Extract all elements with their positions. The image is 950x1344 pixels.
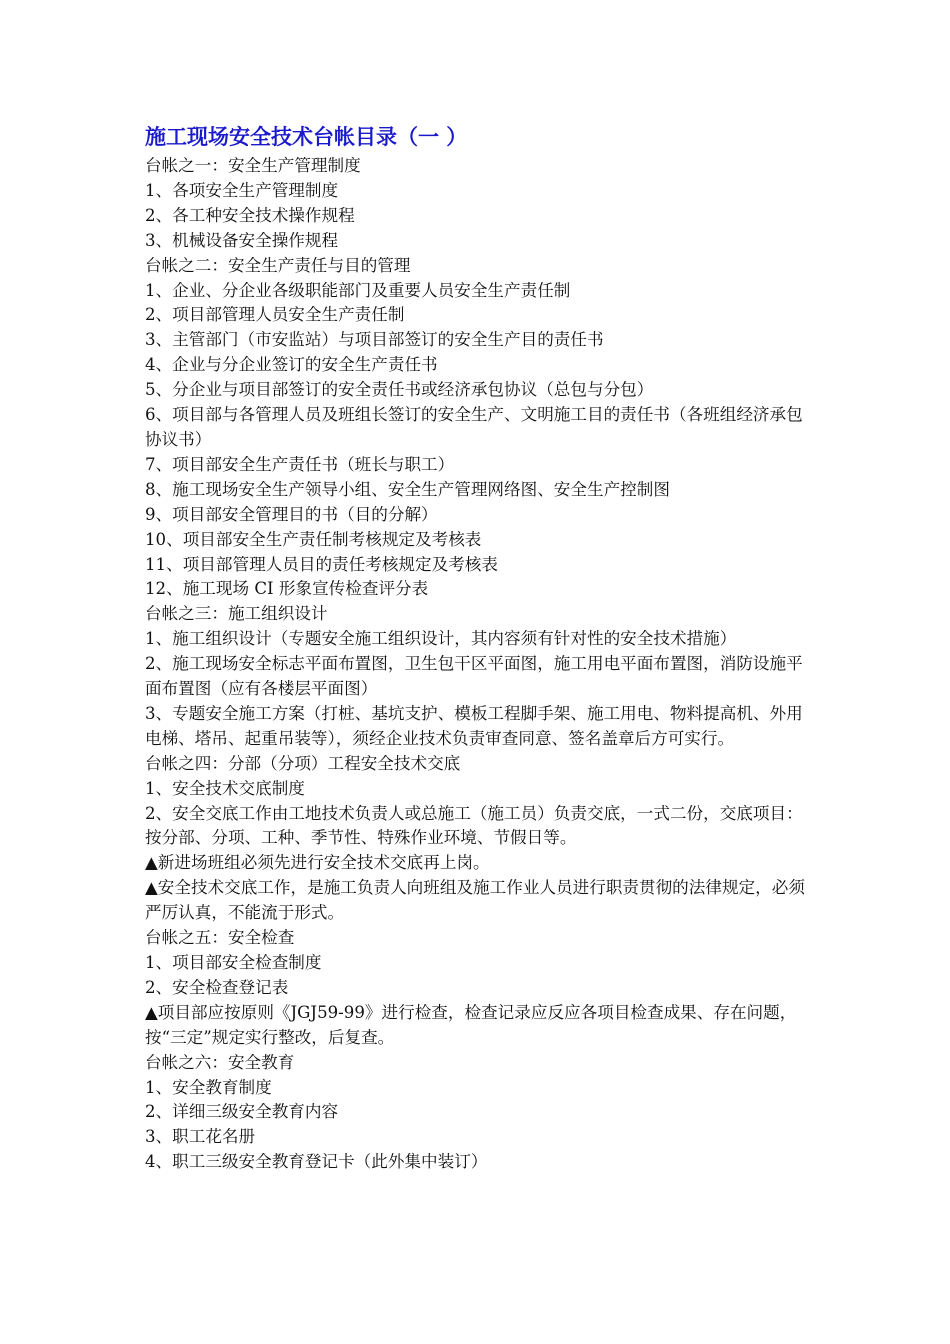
list-item: 10、项目部安全生产责任制考核规定及考核表 bbox=[145, 529, 482, 549]
list-item: 6、项目部与各管理人员及班组长签订的安全生产、文明施工目的责任书（各班组经济承包协议书） bbox=[145, 405, 803, 449]
list-item: 3、机械设备安全操作规程 bbox=[145, 230, 339, 250]
list-item: 1、企业、分企业各级职能部门及重要人员安全生产责任制 bbox=[145, 280, 571, 300]
section-heading-2: 台帐之二：安全生产责任与目的管理 bbox=[145, 255, 411, 275]
list-item: 2、详细三级安全教育内容 bbox=[145, 1102, 339, 1122]
section-heading-3: 台帐之三：施工组织设计 bbox=[145, 604, 328, 624]
section-heading-5: 台帐之五：安全检查 bbox=[145, 928, 295, 948]
list-item: 12、施工现场 CI 形象宣传检查评分表 bbox=[145, 579, 429, 599]
note-item: ▲新进场班组必须先进行安全技术交底再上岗。 bbox=[145, 853, 490, 873]
list-item: 1、安全技术交底制度 bbox=[145, 778, 305, 798]
list-item: 5、分企业与项目部签订的安全责任书或经济承包协议（总包与分包） bbox=[145, 380, 654, 400]
list-item: 3、专题安全施工方案（打桩、基坑支护、模板工程脚手架、施工用电、物料提高机、外用电梯、塔吊、起重吊装等），须经企业技术负责审查同意、签名盖章后方可实行。 bbox=[145, 703, 803, 748]
list-item: 7、项目部安全生产责任书（班长与职工） bbox=[145, 454, 455, 474]
list-item: 1、安全教育制度 bbox=[145, 1077, 272, 1097]
list-item: 2、施工现场安全标志平面布置图，卫生包干区平面图，施工用电平面布置图，消防设施平面布置图（应有各楼层平面图） bbox=[145, 654, 803, 699]
list-item: 1、项目部安全检查制度 bbox=[145, 953, 322, 972]
list-item: 9、项目部安全管理目的书（目的分解） bbox=[145, 504, 438, 524]
document-title: 施工现场安全技术台帐目录（一 ） bbox=[145, 125, 468, 149]
list-item: 3、职工花名册 bbox=[145, 1127, 256, 1147]
list-item: 1、各项安全生产管理制度 bbox=[145, 180, 339, 200]
note-item: ▲项目部应按原则《JGJ59-99》进行检查，检查记录应反应各项目检查成果、存在问题，按“三定”规定实行整改，后复查。 bbox=[145, 1002, 797, 1047]
list-item: 4、企业与分企业签订的安全生产责任书 bbox=[145, 355, 438, 375]
section-heading-4: 台帐之四：分部（分项）工程安全技术交底 bbox=[145, 753, 461, 773]
list-item: 3、主管部门（市安监站）与项目部签订的安全生产目的责任书 bbox=[145, 330, 604, 350]
list-item: 8、施工现场安全生产领导小组、安全生产管理网络图、安全生产控制图 bbox=[145, 479, 670, 499]
list-item: 11、项目部管理人员目的责任考核规定及考核表 bbox=[145, 554, 498, 574]
list-item: 4、职工三级安全教育登记卡（此外集中装订） bbox=[145, 1152, 488, 1172]
section-heading-1: 台帐之一：安全生产管理制度 bbox=[145, 156, 361, 175]
section-heading-6: 台帐之六：安全教育 bbox=[145, 1052, 295, 1072]
note-item: ▲安全技术交底工作，是施工负责人向班组及施工作业人员进行职责贯彻的法律规定，必须严厉认真，不能流于形式。 bbox=[145, 878, 805, 923]
document-page bbox=[145, 120, 810, 1175]
list-item: 2、项目部管理人员安全生产责任制 bbox=[145, 305, 405, 325]
list-item: 2、安全交底工作由工地技术负责人或总施工（施工员）负责交底，一式二份，交底项目：按分部、分项、工种、季节性、特殊作业环境、节假日等。 bbox=[145, 803, 803, 848]
list-item: 2、安全检查登记表 bbox=[145, 977, 289, 997]
list-item: 2、各工种安全技术操作规程 bbox=[145, 205, 355, 225]
list-item: 1、施工组织设计（专题安全施工组织设计，其内容须有针对性的安全技术措施） bbox=[145, 629, 737, 649]
